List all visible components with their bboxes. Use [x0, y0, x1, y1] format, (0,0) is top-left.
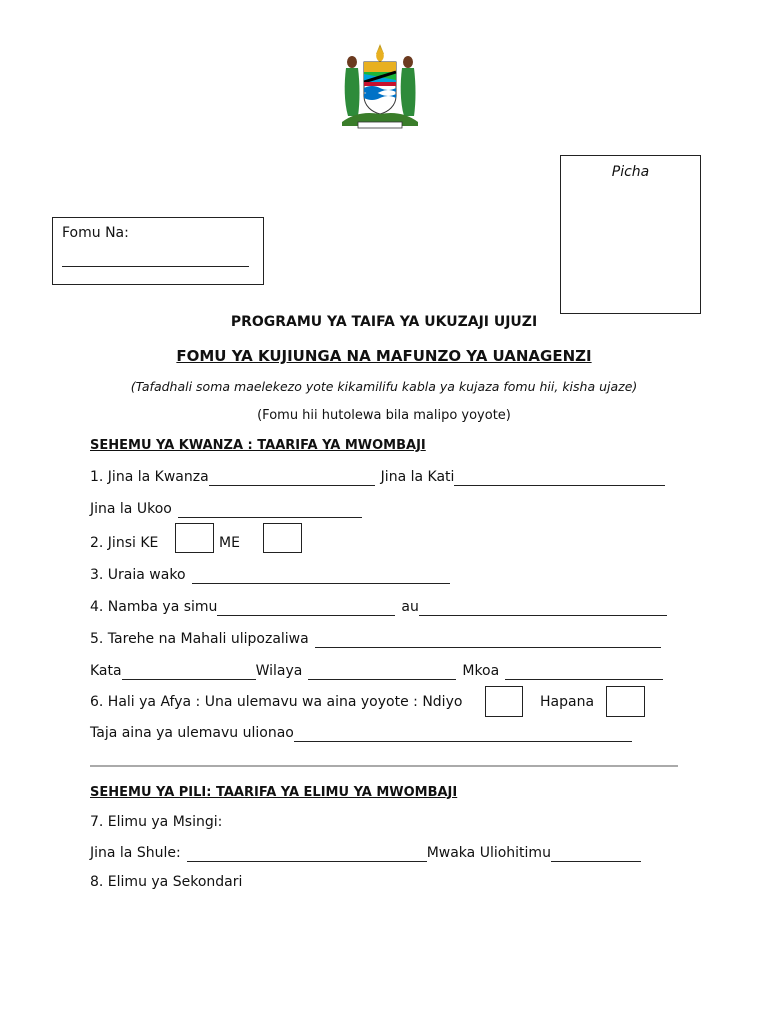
last-name-label: Jina la Ukoo — [90, 501, 172, 517]
q5-location-row — [90, 662, 663, 680]
phone-field-2[interactable] — [419, 601, 667, 616]
birth-place-field[interactable] — [315, 633, 661, 648]
phone-field-1[interactable] — [217, 601, 395, 616]
birth-label: 5. Tarehe na Mahali ulipozaliwa — [90, 631, 309, 647]
ward-field[interactable] — [122, 665, 256, 680]
coat-of-arms-emblem — [338, 44, 422, 130]
first-name-field[interactable] — [209, 471, 375, 486]
q7-school-row — [90, 844, 641, 862]
disability-type-field[interactable] — [294, 727, 632, 742]
phone-or-label: au — [401, 599, 419, 615]
photo-label: Picha — [611, 164, 650, 180]
health-label: 6. Hali ya Afya : Una ulemavu wa aina yoyote : Ndiyo — [90, 694, 463, 710]
section-1-title: SEHEMU YA KWANZA : TAARIFA YA MWOMBAJI — [90, 438, 426, 453]
gender-female-checkbox[interactable] — [175, 523, 214, 553]
graduation-year-label: Mwaka Uliohitimu — [426, 845, 551, 861]
form-number-label: Fomu Na: — [62, 225, 129, 241]
disability-no-checkbox[interactable] — [606, 686, 645, 717]
instruction-text: (Tafadhali soma maelekezo yote kikamilifu kabla ya kujaza fomu hii, kisha ujaze) — [130, 379, 638, 394]
q6-specify-row — [90, 724, 632, 742]
secondary-education-label: 8. Elimu ya Sekondari — [90, 874, 243, 890]
school-name-label: Jina la Shule: — [90, 845, 181, 861]
form-number-line[interactable] — [62, 266, 249, 267]
graduation-year-field[interactable] — [551, 847, 641, 862]
school-name-field[interactable] — [187, 847, 427, 862]
q1-last-row — [90, 500, 362, 518]
gender-label: 2. Jinsi KE — [90, 535, 159, 551]
q4-row — [90, 598, 667, 616]
gender-male-label: ME — [219, 535, 240, 551]
form-title: FOMU YA KUJIUNGA NA MAFUNZO YA UANAGENZI — [176, 347, 592, 365]
section-divider — [90, 765, 678, 767]
first-name-label: 1. Jina la Kwanza — [90, 469, 209, 485]
district-label: Wilaya — [255, 663, 303, 679]
q2-row — [90, 534, 158, 552]
photo-box[interactable] — [560, 155, 701, 314]
disability-yes-checkbox[interactable] — [485, 686, 523, 717]
gender-male-checkbox[interactable] — [263, 523, 302, 553]
free-form-note: (Fomu hii hutolewa bila malipo yoyote) — [257, 408, 511, 423]
middle-name-label: Jina la Kati — [380, 469, 455, 485]
primary-education-label: 7. Elimu ya Msingi: — [90, 814, 223, 830]
middle-name-field[interactable] — [454, 471, 665, 486]
section-2-title: SEHEMU YA PILI: TAARIFA YA ELIMU YA MWOMBAJI — [90, 785, 458, 800]
form-number-box[interactable] — [52, 217, 264, 285]
program-title: PROGRAMU YA TAIFA YA UKUZAJI UJUZI — [230, 314, 538, 330]
region-field[interactable] — [505, 665, 663, 680]
region-label: Mkoa — [462, 663, 500, 679]
phone-label: 4. Namba ya simu — [90, 599, 218, 615]
ward-label: Kata — [90, 663, 122, 679]
disability-no-label: Hapana — [540, 694, 595, 710]
citizenship-field[interactable] — [192, 569, 450, 584]
citizenship-label: 3. Uraia wako — [90, 567, 186, 583]
q5-row — [90, 630, 661, 648]
q6-row — [90, 693, 462, 711]
district-field[interactable] — [308, 665, 456, 680]
q3-row — [90, 566, 450, 584]
last-name-field[interactable] — [178, 503, 362, 518]
q1-row — [90, 468, 665, 486]
disability-type-label: Taja aina ya ulemavu ulionao — [90, 725, 294, 741]
